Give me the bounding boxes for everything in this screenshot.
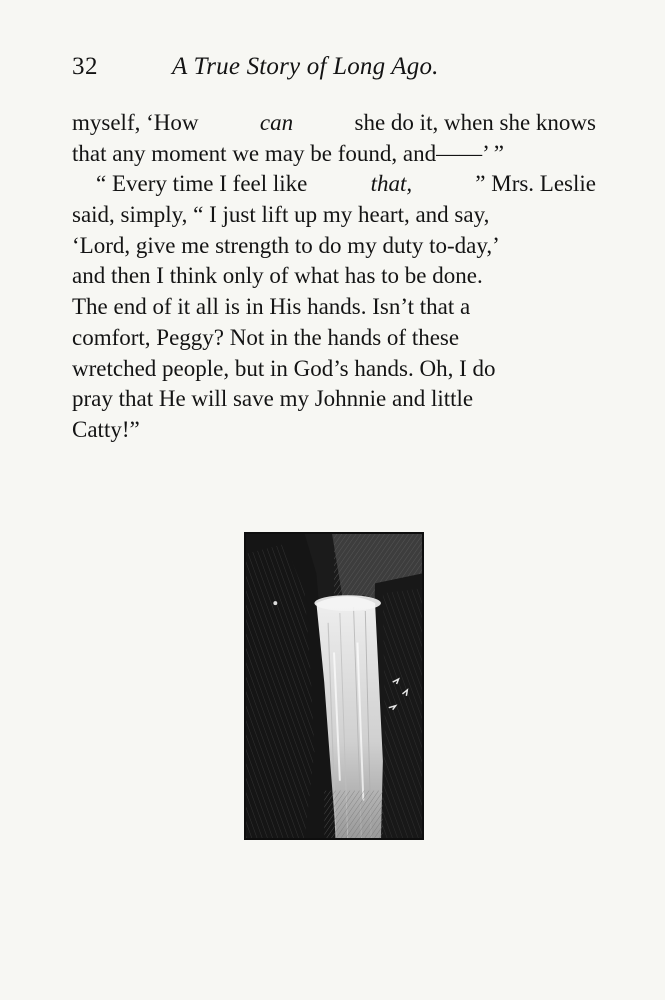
text-fragment: that any moment we may be found, and——’ ” <box>72 140 504 166</box>
text-line <box>72 108 596 139</box>
text-fragment: said, simply, “ I just lift up my heart, and say, <box>72 202 490 228</box>
text-fragment: Catty!” <box>72 416 140 442</box>
text-line <box>72 139 596 170</box>
text-fragment: pray that He will save my Johnnie and little <box>72 386 474 412</box>
text-fragment: The end of it all is in His hands. Isn’t that a <box>72 294 471 320</box>
text-line <box>72 384 596 415</box>
text-line <box>72 169 596 200</box>
text-line <box>72 292 596 323</box>
page-number: 32 <box>72 53 98 80</box>
text-fragment: wretched people, but in God’s hands. Oh, I do <box>72 355 496 381</box>
text-fragment: and then I think only of what has to be done. <box>72 263 483 289</box>
text-line <box>72 415 596 446</box>
text-fragment: ‘Lord, give me strength to do my duty to-day,’ <box>72 232 500 258</box>
waterfall-illustration <box>244 532 424 840</box>
italic-word: that, <box>370 171 413 197</box>
body-text <box>72 108 596 446</box>
text-fragment: comfort, Peggy? Not in the hands of these <box>72 324 460 350</box>
text-line <box>72 200 596 231</box>
waterfall-engraving <box>246 534 422 838</box>
text-fragment: ” Mrs. Leslie <box>475 171 596 197</box>
text-line <box>72 323 596 354</box>
text-fragment: she do it, when she knows <box>354 110 596 135</box>
text-line <box>72 354 596 385</box>
text-line <box>72 261 596 292</box>
text-line <box>72 231 596 262</box>
running-title: A True Story of Long Ago. <box>172 53 439 80</box>
text-fragment: myself, ‘How <box>72 110 199 135</box>
page-header <box>66 52 596 84</box>
text-fragment: “ Every time I feel like <box>96 171 308 197</box>
italic-word: can <box>259 110 294 135</box>
